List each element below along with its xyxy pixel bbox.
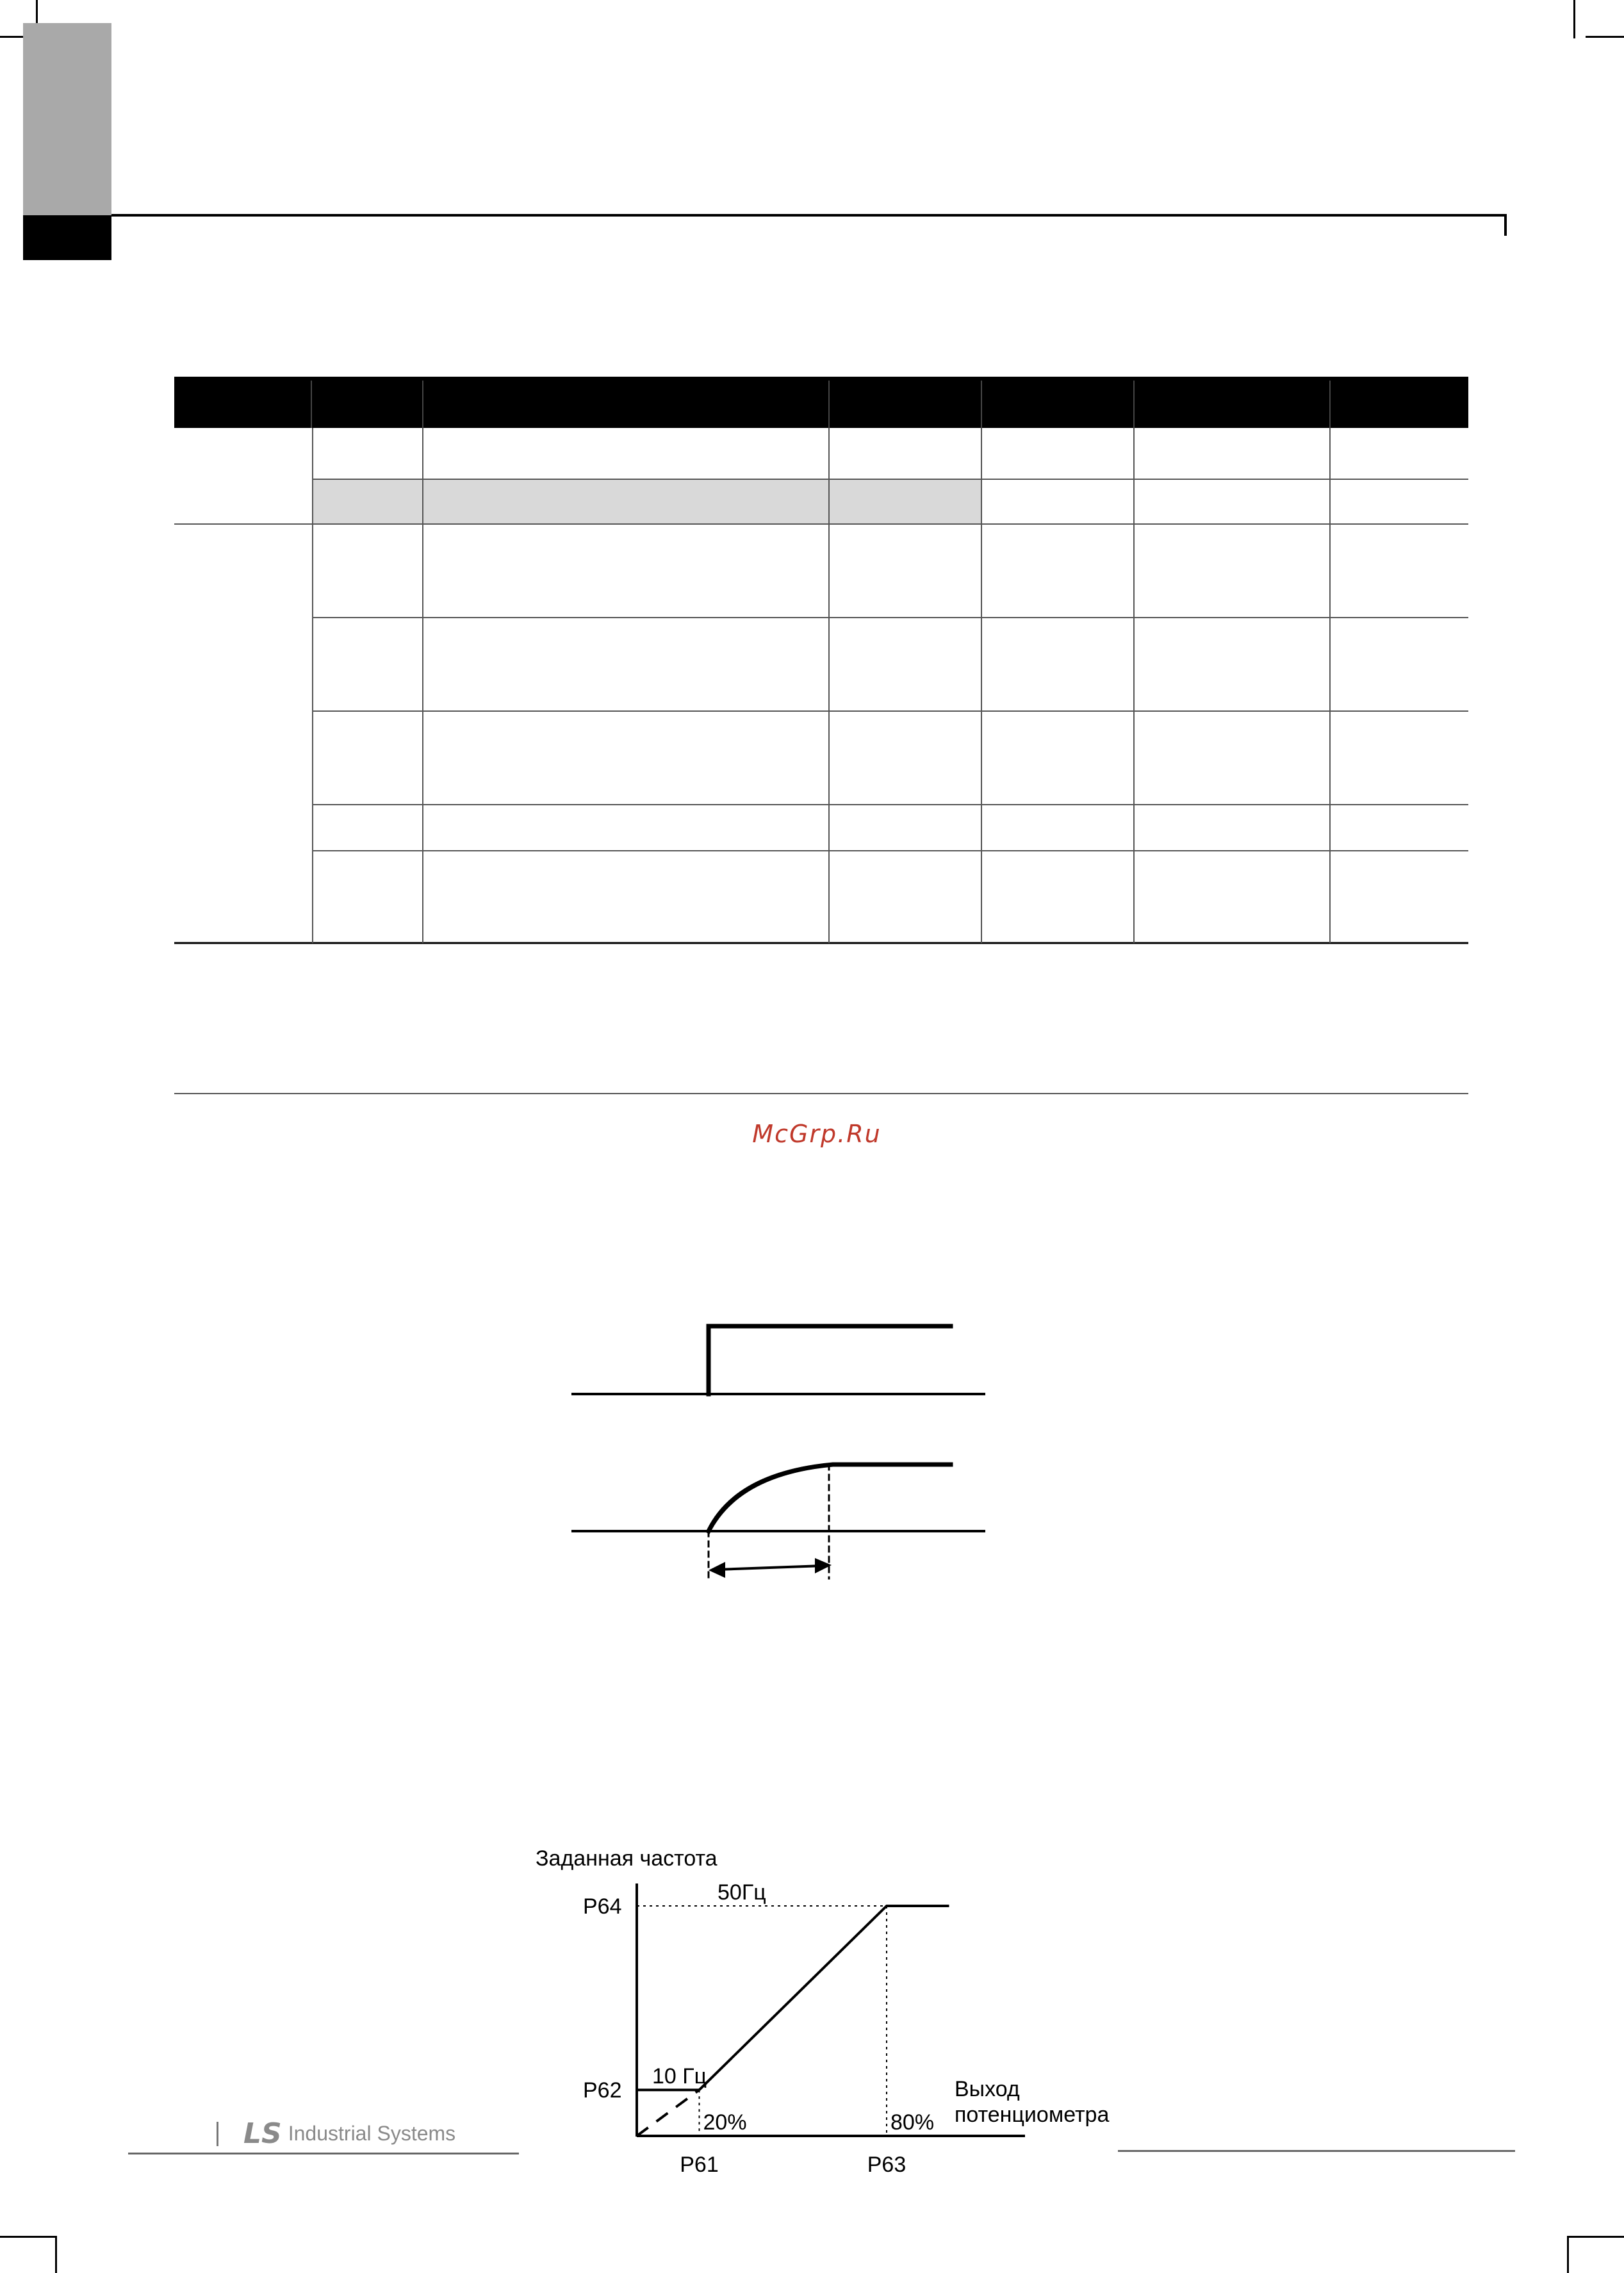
footer-rule-left [128, 2153, 519, 2154]
crop-mark-bottom-right-v [1567, 2236, 1569, 2273]
y-tick-annotation: 50Гц [718, 1880, 766, 1905]
arrow-head-left [709, 1562, 725, 1578]
step-input-signal [573, 1326, 984, 1394]
series-line-solid-1 [700, 1906, 949, 2090]
step-edge [709, 1326, 951, 1394]
section-rule [174, 1093, 1468, 1094]
crop-mark-top-right-h [1586, 36, 1624, 38]
chapter-tab [23, 23, 111, 215]
x-tick-annotation: 80% [890, 2110, 935, 2135]
crop-mark-top-right-v [1573, 0, 1575, 38]
parameter-table-grid [174, 377, 1468, 944]
header-rule-end [1504, 214, 1507, 236]
y-tick-label: P64 [583, 1894, 622, 1919]
table-header [174, 377, 1468, 428]
footer-separator [217, 2122, 218, 2146]
x-tick-label: P63 [867, 2153, 906, 2177]
y-tick-label: P62 [583, 2078, 622, 2103]
brand-text: Industrial Systems [288, 2121, 456, 2145]
x-axis-label-line-1: Выход [955, 2077, 1020, 2101]
step-response-diagram [564, 1307, 999, 1602]
chapter-tab-base [23, 215, 111, 260]
x-axis-label-line-2: потенциометра [955, 2103, 1110, 2127]
header-rule [111, 214, 1507, 217]
time-constant-arrow [709, 1558, 832, 1578]
x-tick-label: P61 [680, 2153, 719, 2177]
frequency-chart [513, 1832, 1153, 2191]
footer-rule-right [1118, 2150, 1515, 2152]
parameter-table [174, 377, 1468, 944]
crop-mark-bottom-left-h [0, 2236, 55, 2238]
crop-mark-bottom-left-v [55, 2236, 57, 2273]
watermark: McGrp.Ru [752, 1120, 882, 1148]
brand-mark: LS [243, 2117, 282, 2150]
crop-mark-bottom-right-h [1567, 2236, 1624, 2238]
filtered-response-signal [573, 1465, 984, 1579]
y-tick-annotation: 10 Гц [652, 2064, 707, 2089]
table-row-shaded [313, 479, 981, 524]
series-line-dashed-0 [637, 2090, 700, 2136]
chart-title: Заданная частота [536, 1846, 718, 1871]
footer-logo [243, 2114, 455, 2153]
x-tick-annotation: 20% [703, 2110, 747, 2135]
